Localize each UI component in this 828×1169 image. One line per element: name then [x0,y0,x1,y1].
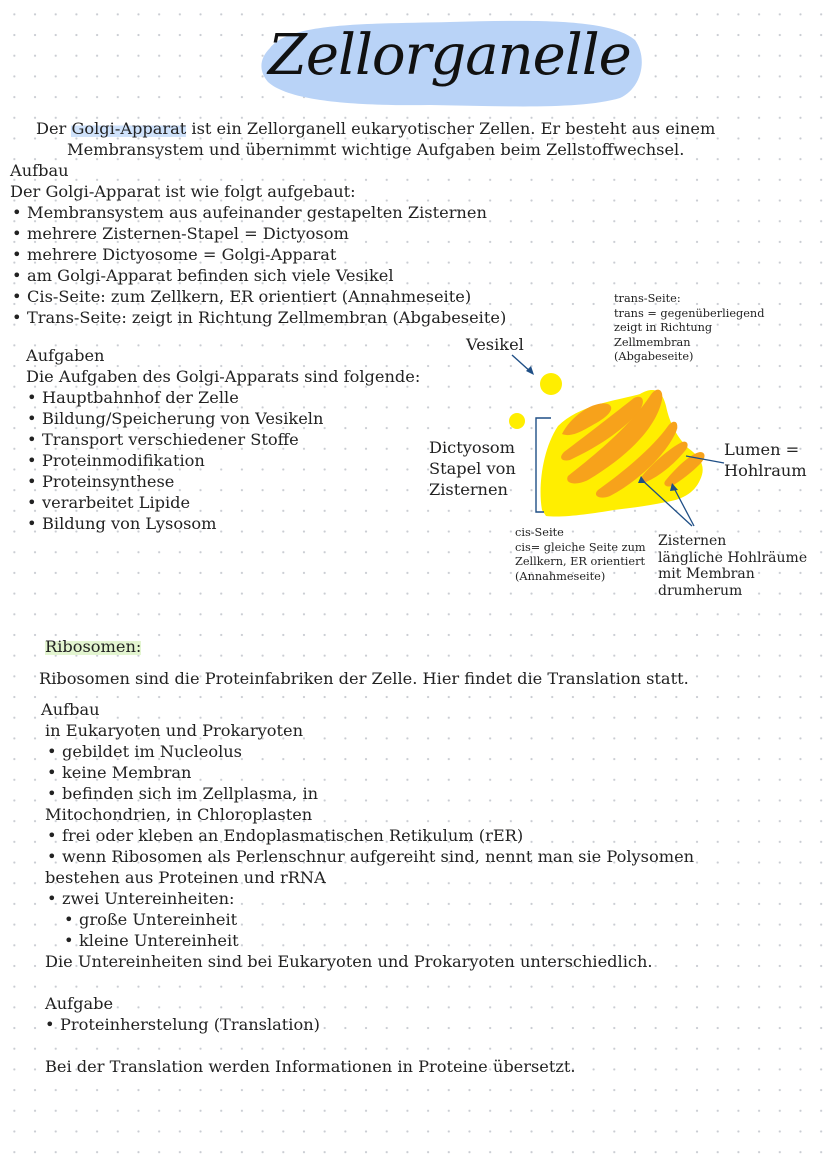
golgi-intro-line1: Der Golgi-Apparat ist ein Zellorganell eukaryotischer Zellen. Er besteht aus einem [36,119,716,138]
golgi-aufgaben-intro: Die Aufgaben des Golgi-Apparats sind folgende: [26,367,421,386]
list-item: • mehrere Dictyosome = Golgi-Apparat [12,244,506,265]
list-item: • Proteinherstelung (Translation) [45,1014,320,1035]
ribosomen-closing: Bei der Translation werden Informationen in Proteine übersetzt. [45,1057,576,1076]
ribosomen-aufgabe-list [45,1014,320,1035]
ribosomen-list-a [47,741,318,804]
golgi-aufgaben-heading: Aufgaben [26,346,105,365]
list-item: • keine Membran [47,762,318,783]
list-item: • Trans-Seite: zeigt in Richtung Zellmembran (Abgabeseite) [12,307,506,328]
list-item: • Transport verschiedener Stoffe [27,429,323,450]
ribosomen-heading: Ribosomen: [45,637,142,656]
list-item: • große Untereinheit [64,909,239,930]
ribosomen-list-b [47,825,694,867]
ribosomen-aufbau-sub: in Eukaryoten und Prokaryoten [45,721,304,740]
list-item: • frei oder kleben an Endoplasmatischen Retikulum (rER) [47,825,694,846]
zisternen-label: Zisternen längliche Hohlräume mit Membran drumherum [658,533,808,599]
dictyosom-label: Dictyosom Stapel von Zisternen [429,438,516,499]
golgi-aufgaben-list [27,387,323,534]
golgi-intro-line2: Membransystem und übernimmt wichtige Aufgaben beim Zellstoffwechsel. [67,140,685,159]
list-item: • mehrere Zisternen-Stapel = Dictyosom [12,223,506,244]
cis-side-note: cis-Seite cis= gleiche Seite zum Zellkern, ER orientiert (Annahmeseite) [515,526,646,583]
ribosomen-item3-cont: Mitochondrien, in Chloroplasten [45,805,313,824]
list-item: • Hauptbahnhof der Zelle [27,387,323,408]
list-item: • Bildung/Speicherung von Vesikeln [27,408,323,429]
page-title: Zellorganelle [268,23,631,88]
list-item: • Cis-Seite: zum Zellkern, ER orientiert (Annahmeseite) [12,286,506,307]
vesikel-label: Vesikel [466,335,524,354]
list-item: • kleine Untereinheit [64,930,239,951]
trans-side-note: trans-Seite: trans = gegenüberliegend zeigt in Richtung Zellmembran (Abgabeseite) [614,292,765,363]
golgi-aufbau-heading: Aufbau [10,161,69,180]
list-item: • Bildung von Lysosom [27,513,323,534]
ribosomen-aufgabe-heading: Aufgabe [45,994,114,1013]
ribosomen-item5-cont: bestehen aus Proteinen und rRNA [45,868,326,887]
list-item: • verarbeitet Lipide [27,492,323,513]
ribosomen-list-c [47,888,235,909]
list-item: • befinden sich im Zellplasma, in [47,783,318,804]
lumen-label: Lumen = Hohlraum [724,440,807,480]
golgi-aufbau-intro: Der Golgi-Apparat ist wie folgt aufgebaut: [10,182,356,201]
title-block [250,10,650,110]
golgi-term-highlight: Golgi-Apparat [71,119,187,138]
list-item: • Membransystem aus aufeinander gestapelten Zisternen [12,202,506,223]
list-item: • am Golgi-Apparat befinden sich viele Vesikel [12,265,506,286]
list-item: • Proteinsynthese [27,471,323,492]
ribosomen-sublist [64,909,239,951]
golgi-aufbau-list [12,202,506,328]
list-item: • Proteinmodifikation [27,450,323,471]
list-item: • wenn Ribosomen als Perlenschnur aufgereiht sind, nennt man sie Polysomen [47,846,694,867]
ribosomen-intro: Ribosomen sind die Proteinfabriken der Zelle. Hier findet die Translation statt. [39,669,689,688]
vesicle-small [509,413,525,429]
ribosomen-diff: Die Untereinheiten sind bei Eukaryoten und Prokaryoten unterschiedlich. [45,952,653,971]
list-item: • zwei Untereinheiten: [47,888,235,909]
vesicle-large [540,373,562,395]
list-item: • gebildet im Nucleolus [47,741,318,762]
ribosomen-aufbau-heading: Aufbau [41,700,100,719]
